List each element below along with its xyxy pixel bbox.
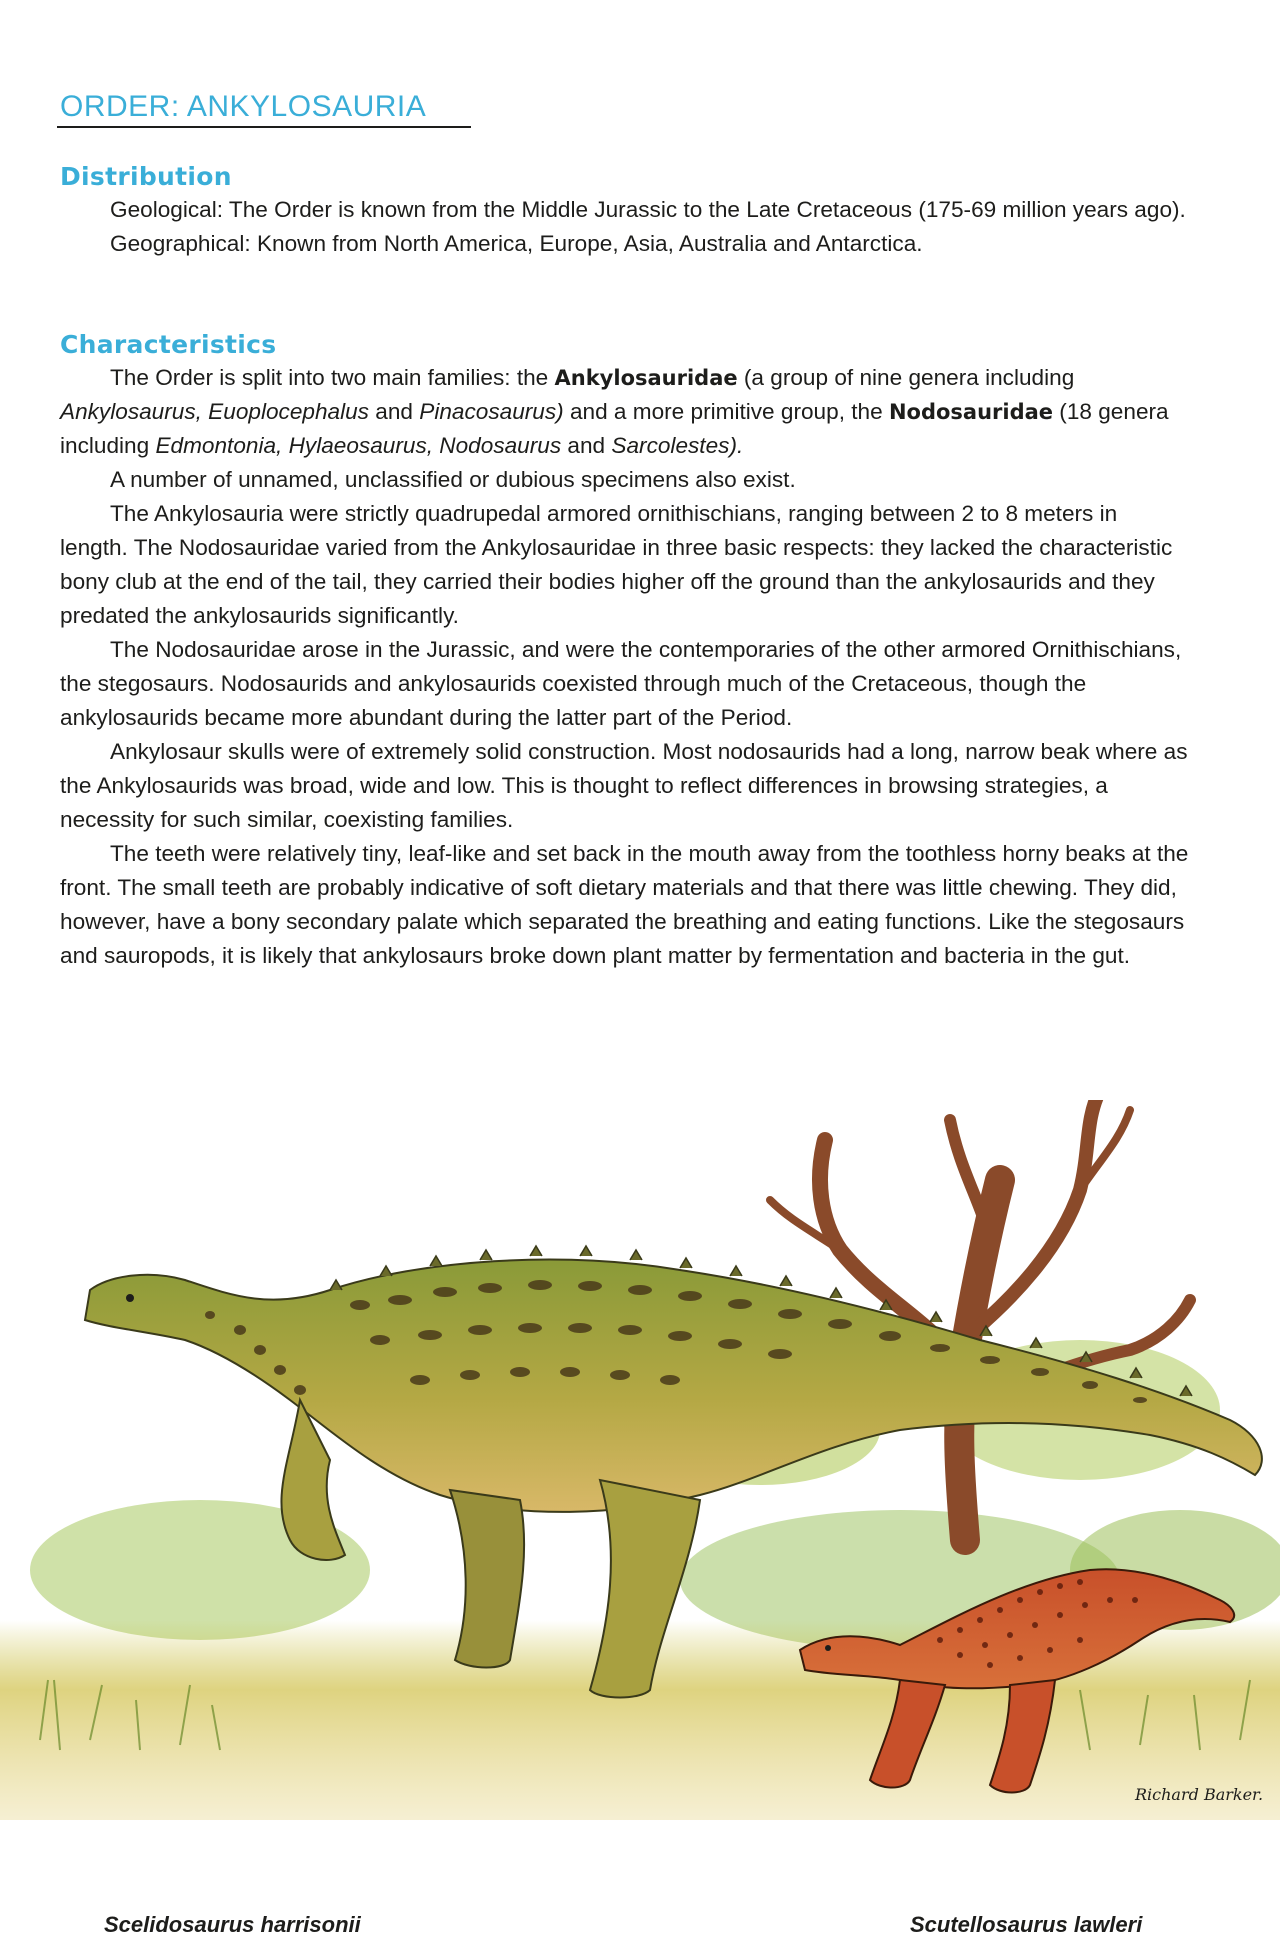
dinosaur-illustration xyxy=(0,1100,1280,1880)
characteristics-text xyxy=(60,361,1190,973)
teeth-paragraph: The teeth were relatively tiny, leaf-like and set back in the mouth away from the toothless horny beaks at the front. The small teeth are probably indicative of soft dietary materials and that there was little chewing. They did, however, have a bony secondary palate which separated the breathing and eating functions. Like the stegosaurs and sauropods, it is likely that ankylosaurs broke down plant matter by fermentation and bacteria in the gut. xyxy=(60,841,1189,968)
caption-scelidosaurus: Scelidosaurus harrisonii xyxy=(104,1912,361,1937)
text-run: and a more primitive group, the xyxy=(563,399,889,424)
text-run: (18 genera including xyxy=(60,399,1169,458)
families-paragraph xyxy=(60,361,1190,463)
text-run: The Order is split into two main families: the xyxy=(110,365,555,390)
family-name-nodosauridae: Nodosauridae xyxy=(888,400,1054,424)
characteristics-heading: Characteristics xyxy=(60,330,277,359)
geological-paragraph: Geological: The Order is known from the Middle Jurassic to the Late Cretaceous (175-69 million years ago). xyxy=(110,197,1186,222)
family-name-ankylosauridae: Ankylosauridae xyxy=(554,366,738,390)
genus-list: Ankylosaurus, Euoplocephalus xyxy=(60,399,369,424)
history-paragraph: The Nodosauridae arose in the Jurassic, and were the contemporaries of the other armored Ornithischians, the stegosaurs. Nodosaurids and ankylosaurids coexisted through much of the Cretaceous, though the ankylosaurids became more abundant during the latter part of the Period. xyxy=(60,637,1182,730)
body-paragraph: The Ankylosauria were strictly quadrupedal armored ornithischians, ranging between 2 to 8 meters in length. The Nodosauridae varied from the Ankylosauridae in three basic respects: they lacked the characteristic bony club at the end of the tail, they carried their bodies higher off the ground than the ankylosaurids and they predated the ankylosaurids significantly. xyxy=(60,501,1173,628)
text-run: (a group of nine genera including xyxy=(737,365,1075,390)
text-run: and xyxy=(561,433,612,458)
title-underline xyxy=(57,126,471,128)
genus-name: Pinacosaurus) xyxy=(419,399,564,424)
caption-scutellosaurus: Scutellosaurus lawleri xyxy=(910,1912,1143,1937)
text-run: and xyxy=(368,399,420,424)
geographical-paragraph: Geographical: Known from North America, Europe, Asia, Australia and Antarctica. xyxy=(110,231,923,256)
genus-name: Sarcolestes). xyxy=(611,433,744,458)
distribution-heading: Distribution xyxy=(60,162,232,191)
specimens-paragraph: A number of unnamed, unclassified or dubious specimens also exist. xyxy=(110,467,796,492)
distribution-text xyxy=(60,193,1190,261)
skulls-paragraph: Ankylosaur skulls were of extremely solid construction. Most nodosaurids had a long, narrow beak where as the Ankylosaurids was broad, wide and low. This is thought to reflect differences in browsing strategies, a necessity for such similar, coexisting families. xyxy=(60,739,1188,832)
page-title: ORDER: ANKYLOSAURIA xyxy=(60,90,427,123)
genus-list: Edmontonia, Hylaeosaurus, Nodosaurus xyxy=(155,433,562,458)
artist-signature: Richard Barker. xyxy=(1135,1785,1264,1804)
